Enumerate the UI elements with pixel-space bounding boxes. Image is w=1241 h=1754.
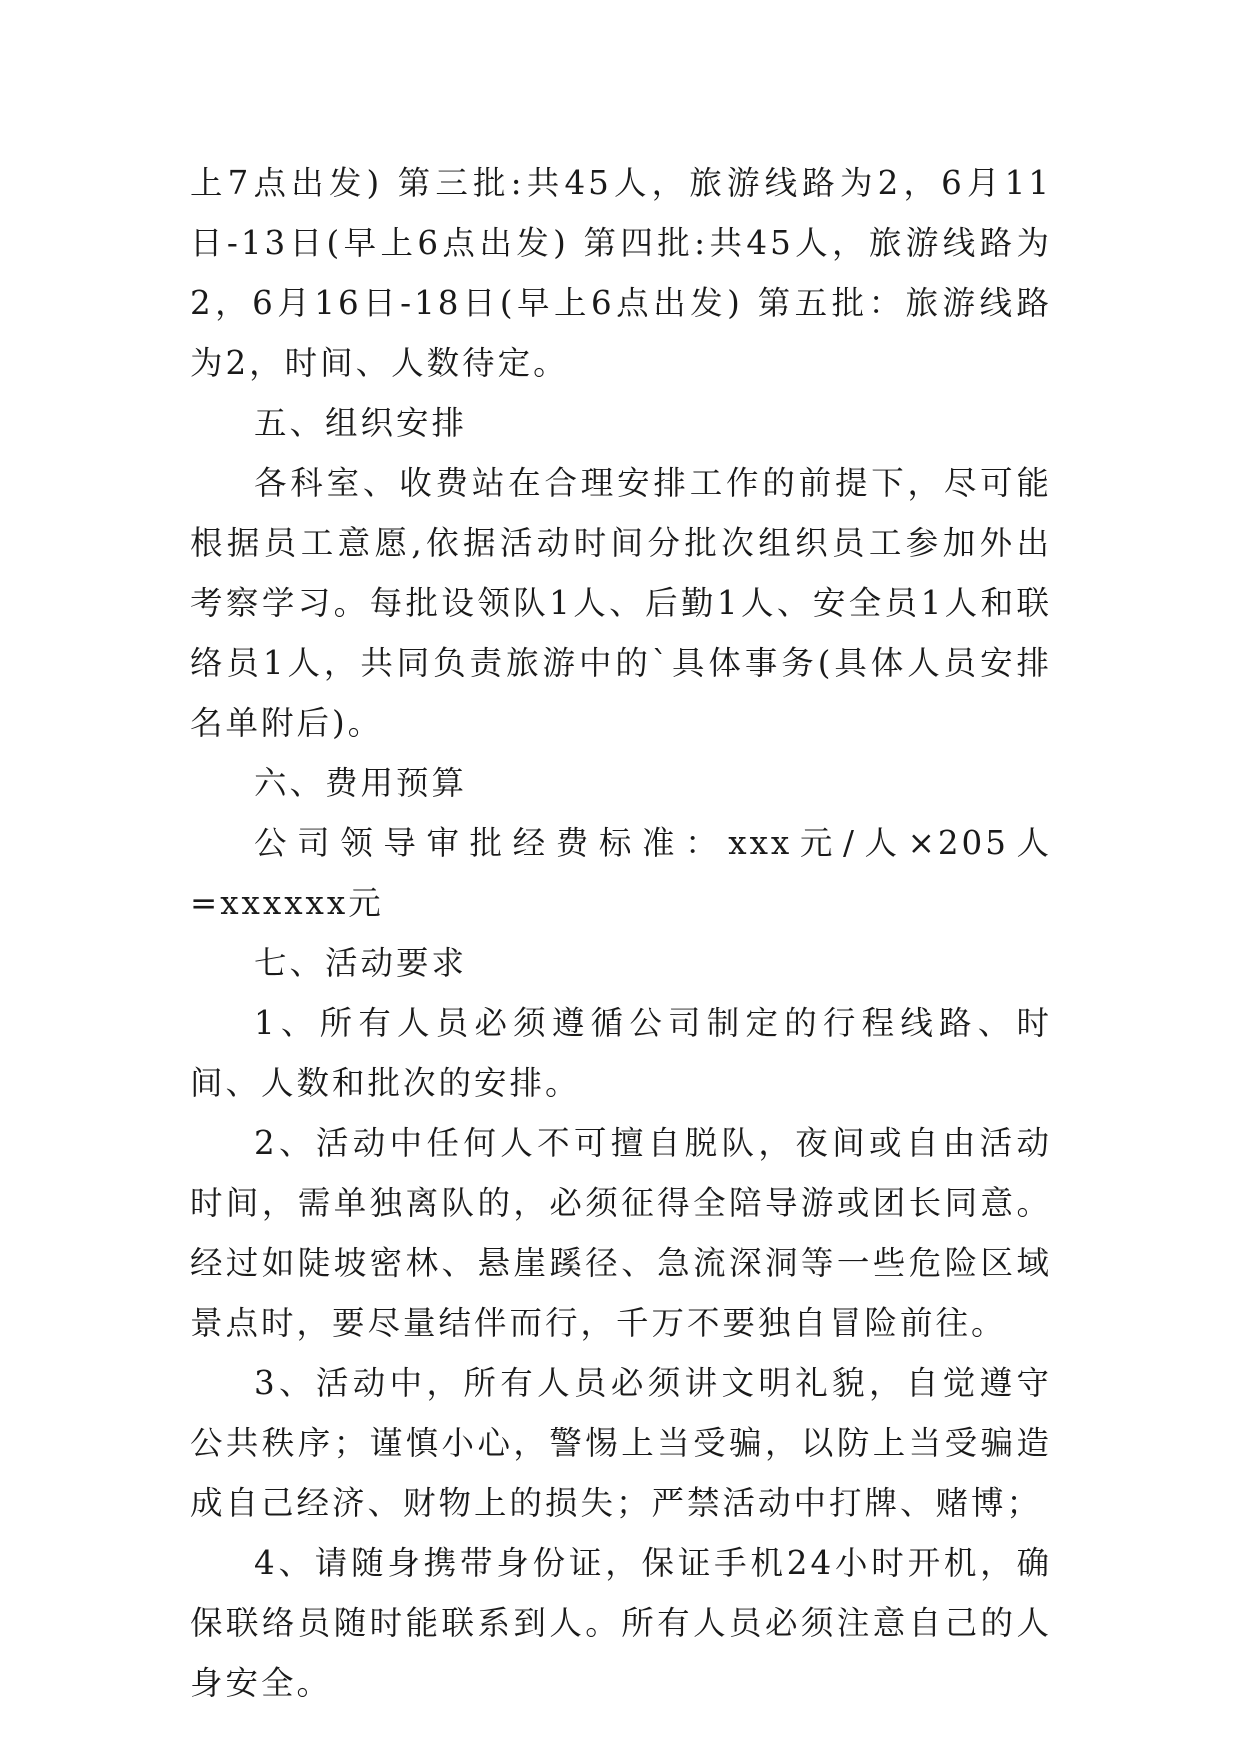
paragraph-requirement-2: 2、活动中任何人不可擅自脱队，夜间或自由活动时间，需单独离队的，必须征得全陪导游或团长同意。经过如陡坡密林、悬崖蹊径、急流深洞等一些危险区域景点时，要尽量结伴而行，千万不要独自冒险前往。	[190, 1124, 1052, 1342]
section-heading-organization: 五、组织安排	[254, 404, 468, 442]
document-page	[190, 153, 1052, 1713]
paragraph-requirement-4: 4、请随身携带身份证，保证手机24小时开机，确保联络员随时能联系到人。所有人员必须注意自己的人身安全。	[190, 1544, 1052, 1702]
paragraph-budget: 公司领导审批经费标准：xxx元/人×205人=xxxxxx元	[190, 824, 1052, 922]
section-heading-requirements: 七、活动要求	[254, 944, 468, 982]
paragraph-organization: 各科室、收费站在合理安排工作的前提下，尽可能根据员工意愿,依据活动时间分批次组织员工参加外出考察学习。每批设领队1人、后勤1人、安全员1人和联络员1人，共同负责旅游中的`具体事务(具体人员安排名单附后)。	[190, 464, 1052, 742]
paragraph-requirement-1: 1、所有人员必须遵循公司制定的行程线路、时间、人数和批次的安排。	[190, 1004, 1052, 1102]
paragraph-requirement-3: 3、活动中，所有人员必须讲文明礼貌，自觉遵守公共秩序；谨慎小心，警惕上当受骗，以防上当受骗造成自己经济、财物上的损失；严禁活动中打牌、赌博；	[190, 1364, 1052, 1522]
paragraph-batch-schedule: 上7点出发) 第三批:共45人，旅游线路为2，6月11日-13日(早上6点出发) 第四批:共45人，旅游线路为2，6月16日-18日(早上6点出发) 第五批：旅游线路为2，时间、人数待定。	[190, 164, 1052, 382]
section-heading-budget: 六、费用预算	[254, 764, 468, 802]
